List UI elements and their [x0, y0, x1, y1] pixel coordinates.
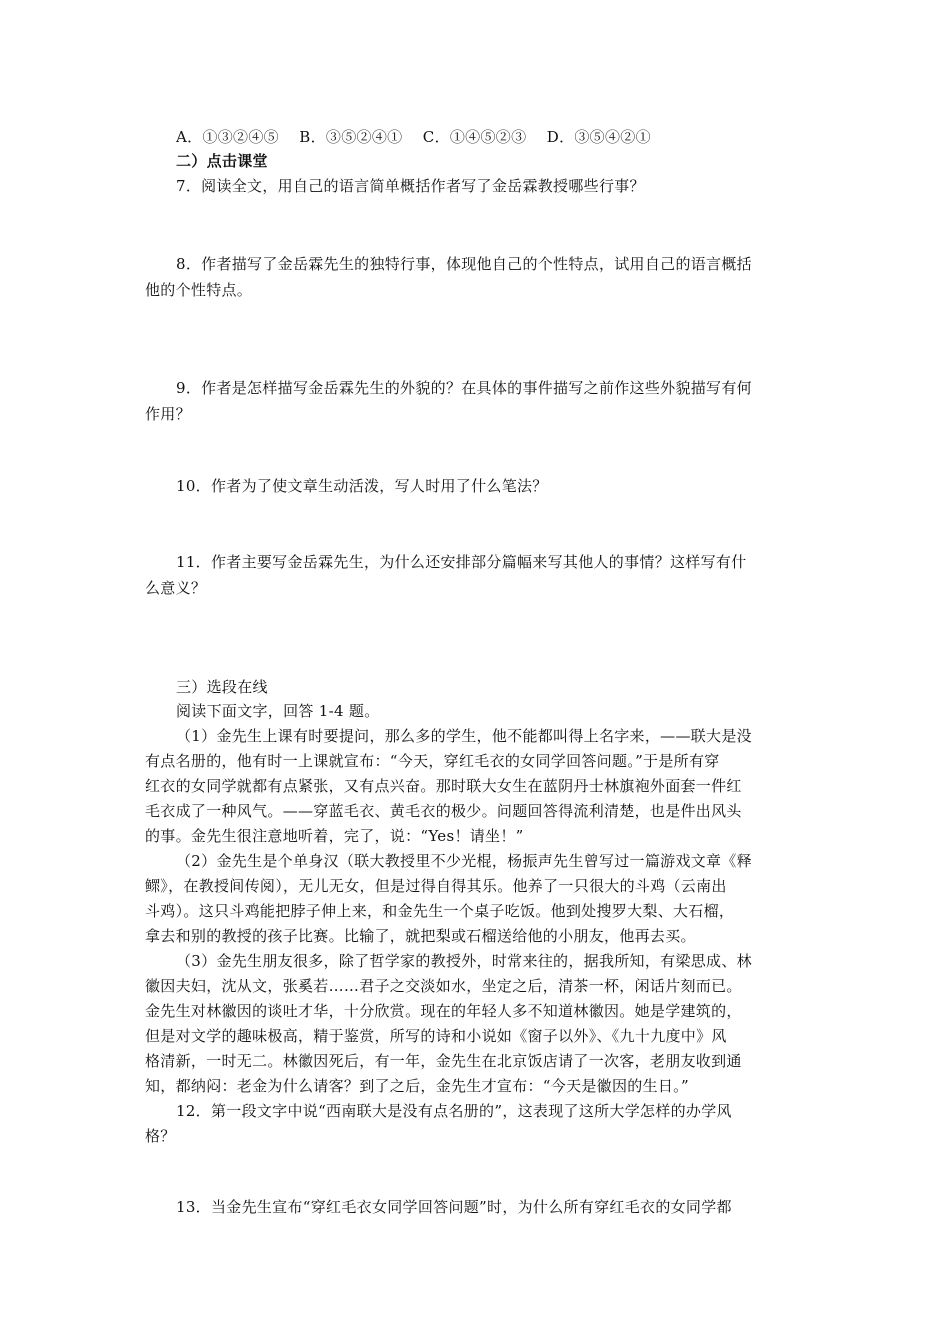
question-11-line-2: 么意义？ — [145, 579, 207, 597]
paragraph-3-line-3: 金先生对林徽因的谈吐才华，十分欣赏。现在的年轻人多不知道林徽因。她是学建筑的， — [145, 1002, 742, 1020]
paragraph-1-line-1: （1）金先生上课有时要提问，那么多的学生，他不能都叫得上名字来，——联大是没 — [176, 727, 752, 745]
paragraph-1-line-5: 的事。金先生很注意地听着，完了，说：“Yes！请坐！” — [145, 827, 524, 845]
paragraph-2-line-4: 拿去和别的教授的孩子比赛。比输了，就把梨或石榴送给他的小朋友，他再去买。 — [145, 927, 696, 945]
paragraph-2-line-1: （2）金先生是个单身汉（联大教授里不少光棍，杨振声先生曾写过一篇游戏文章《释 — [176, 852, 752, 870]
reading-instruction: 阅读下面文字，回答 1-4 题。 — [176, 702, 380, 720]
question-12-line-1: 12．第一段文字中说“西南联大是没有点名册的”，这表现了这所大学怎样的办学风 — [176, 1102, 732, 1120]
paragraph-1-line-2: 有点名册的，他有时一上课就宣布：“今天，穿红毛衣的女同学回答问题。”于是所有穿 — [145, 752, 720, 770]
question-11-line-1: 11．作者主要写金岳霖先生，为什么还安排部分篇幅来写其他人的事情？这样写有什 — [176, 553, 747, 571]
question-8-line-1: 8．作者描写了金岳霖先生的独特行事，体现他自己的个性特点，试用自己的语言概括 — [176, 255, 752, 273]
question-10: 10．作者为了使文章生动活泼，写人时用了什么笔法？ — [176, 477, 548, 495]
question-7: 7．阅读全文，用自己的语言简单概括作者写了金岳霖教授哪些行事？ — [176, 177, 645, 195]
question-12-line-2: 格？ — [145, 1127, 176, 1145]
answer-options: A．①③②④⑤ B．③⑤②④① C．①④⑤②③ D．③⑤④②① — [176, 128, 651, 146]
paragraph-3-line-1: （3）金先生朋友很多，除了哲学家的教授外，时常来往的，据我所知，有梁思成、林 — [176, 952, 752, 970]
paragraph-3-line-6: 知，都纳闷：老金为什么请客？到了之后，金先生才宣布：“今天是徽因的生日。” — [145, 1077, 689, 1095]
paragraph-3-line-5: 格清新，一时无二。林徽因死后，有一年，金先生在北京饭店请了一次客，老朋友收到通 — [145, 1052, 742, 1070]
question-9-line-1: 9．作者是怎样描写金岳霖先生的外貌的？在具体的事件描写之前作这些外貌描写有何 — [176, 379, 752, 397]
question-8-line-2: 他的个性特点。 — [145, 281, 253, 299]
question-13-line-1: 13．当金先生宣布“穿红毛衣女同学回答问题”时，为什么所有穿红毛衣的女同学都 — [176, 1198, 732, 1216]
paragraph-2-line-2: 鳏》，在教授间传阅），无儿无女，但是过得自得其乐。他养了一只很大的斗鸡（云南出 — [145, 877, 727, 895]
paragraph-1-line-4: 毛衣成了一种风气。——穿蓝毛衣、黄毛衣的极少。问题回答得流利清楚，也是件出风头 — [145, 802, 742, 820]
paragraph-3-line-4: 但是对文学的趣味极高，精于鉴赏，所写的诗和小说如《窗子以外》、《九十九度中》风 — [145, 1027, 727, 1045]
section-heading-reading: 三）选段在线 — [176, 678, 268, 696]
question-9-line-2: 作用？ — [145, 405, 191, 423]
paragraph-1-line-3: 红衣的女同学就都有点紧张，又有点兴奋。那时联大女生在蓝阴丹士林旗袍外面套一件红 — [145, 777, 742, 795]
paragraph-3-line-2: 徽因夫妇，沈从文，张奚若……君子之交淡如水，坐定之后，清茶一杯，闲话片刻而已。 — [145, 977, 742, 995]
section-heading-classroom: 二）点击课堂 — [176, 152, 268, 170]
paragraph-2-line-3: 斗鸡）。这只斗鸡能把脖子伸上来，和金先生一个桌子吃饭。他到处搜罗大梨、大石榴， — [145, 902, 735, 920]
